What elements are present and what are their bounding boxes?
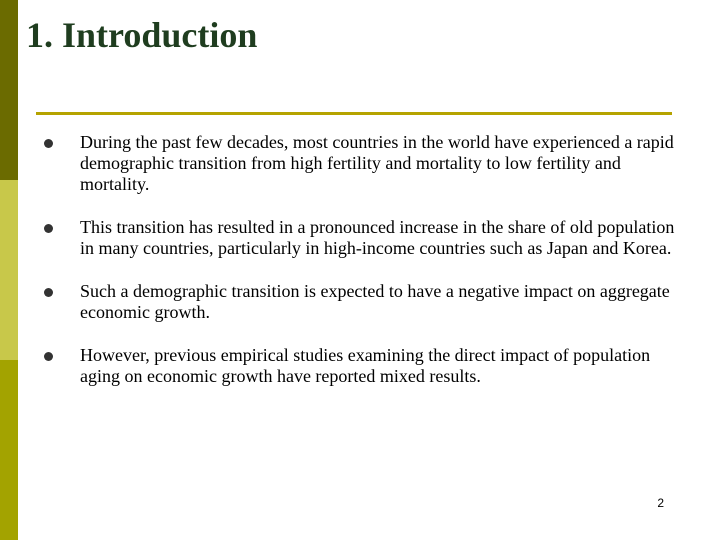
bullet-text: However, previous empirical studies examining the direct impact of population aging on economic growth have reported mixed results. — [80, 345, 651, 386]
bullet-text: This transition has resulted in a pronounced increase in the share of old population in many countries, particularly in high-income countries such as Japan and Korea. — [80, 217, 675, 258]
bullet-dot-icon — [44, 224, 53, 233]
sidebar-band-top — [0, 0, 18, 180]
bullet-text: During the past few decades, most countries in the world have experienced a rapid demographic transition from high fertility and mortality to low fertility and mortality. — [80, 132, 674, 194]
bullet-item — [40, 345, 680, 387]
title-divider — [36, 112, 672, 115]
page-number: 2 — [657, 496, 664, 510]
slide-title: 1. Introduction — [26, 15, 258, 55]
bullet-dot-icon — [44, 139, 53, 148]
bullet-text: Such a demographic transition is expected to have a negative impact on aggregate economic growth. — [80, 281, 670, 322]
bullet-item — [40, 132, 680, 195]
bullet-dot-icon — [44, 288, 53, 297]
bullet-list — [40, 132, 680, 409]
bullet-item — [40, 281, 680, 323]
sidebar-band-bottom — [0, 360, 18, 540]
bullet-dot-icon — [44, 352, 53, 361]
bullet-item — [40, 217, 680, 259]
sidebar-band-middle — [0, 180, 18, 360]
